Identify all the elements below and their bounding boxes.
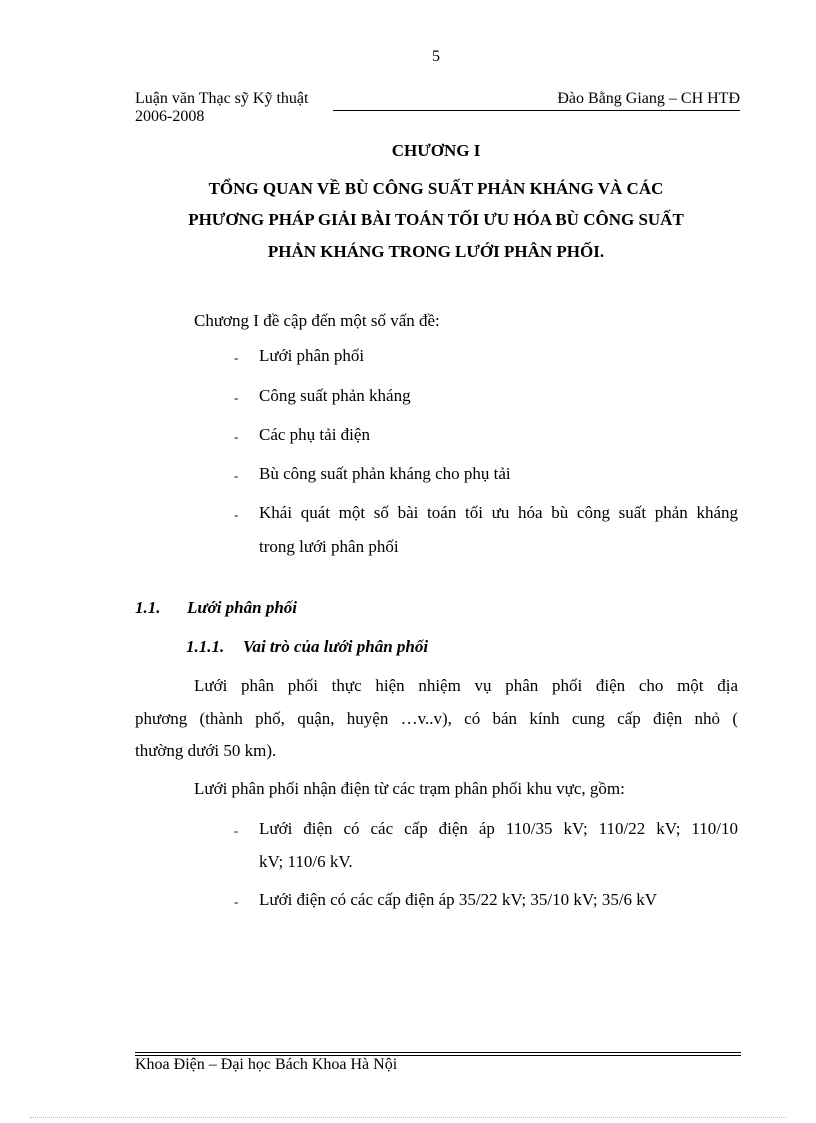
bullet-dash: - — [234, 894, 239, 909]
page-number: 5 — [432, 48, 440, 65]
list-item-continuation: kV; 110/6 kV. — [259, 852, 353, 871]
bullet-dash: - — [234, 390, 239, 405]
bullet-dash: - — [234, 350, 239, 365]
paragraph-line: Lưới phân phối thực hiện nhiệm vụ phân phối điện cho một địa — [194, 676, 738, 695]
paragraph-line: phương (thành phố, quận, huyện …v..v), có bán kính cung cấp điện nhỏ ( — [135, 709, 738, 728]
list-item-continuation: trong lưới phân phối — [259, 537, 399, 556]
page-bottom-border — [30, 1117, 786, 1118]
chapter-label: CHƯƠNG I — [391, 141, 481, 160]
paragraph-line: thường dưới 50 km). — [135, 741, 277, 760]
bullet-dash: - — [234, 507, 239, 522]
section-number: 1.1. — [135, 598, 161, 617]
subsection-number: 1.1.1. — [186, 637, 225, 656]
list-item: Công suất phản kháng — [259, 386, 411, 405]
header-years: 2006-2008 — [135, 108, 205, 125]
bullet-dash: - — [234, 823, 239, 838]
list-item: Lưới điện có các cấp điện áp 110/35 kV; 110/22 kV; 110/10 — [259, 819, 738, 838]
list-item: Các phụ tải điện — [259, 425, 370, 444]
chapter-title-line: PHƯƠNG PHÁP GIẢI BÀI TOÁN TỐI ƯU HÓA BÙ CÔNG SUẤT — [188, 210, 684, 229]
list-item: Lưới phân phối — [259, 346, 365, 365]
section-title: Lưới phân phối — [187, 598, 298, 617]
subsection-title: Vai trò của lưới phân phối — [243, 637, 429, 656]
list-item: Khái quát một số bài toán tối ưu hóa bù công suất phản kháng — [259, 503, 738, 522]
footer-rule — [135, 1052, 741, 1053]
bullet-dash: - — [234, 468, 239, 483]
header-rule — [333, 110, 740, 111]
list-item: Bù công suất phản kháng cho phụ tải — [259, 464, 511, 483]
chapter-title-line: TỔNG QUAN VỀ BÙ CÔNG SUẤT PHẢN KHÁNG VÀ CÁC — [208, 179, 664, 198]
header-left-title: Luận văn Thạc sỹ Kỹ thuật — [135, 90, 309, 107]
footer-text: Khoa Điện – Đại học Bách Khoa Hà Nội — [135, 1056, 398, 1073]
intro-text: Chương I đề cập đến một số vấn đề: — [194, 311, 440, 330]
bullet-dash: - — [234, 429, 239, 444]
list-item: Lưới điện có các cấp điện áp 35/22 kV; 35/10 kV; 35/6 kV — [259, 890, 658, 909]
header-author: Đào Bằng Giang – CH HTĐ — [557, 90, 740, 107]
chapter-title-line: PHẢN KHÁNG TRONG LƯỚI PHÂN PHỐI. — [267, 242, 605, 261]
paragraph: Lưới phân phối nhận điện từ các trạm phân phối khu vực, gồm: — [194, 779, 625, 798]
